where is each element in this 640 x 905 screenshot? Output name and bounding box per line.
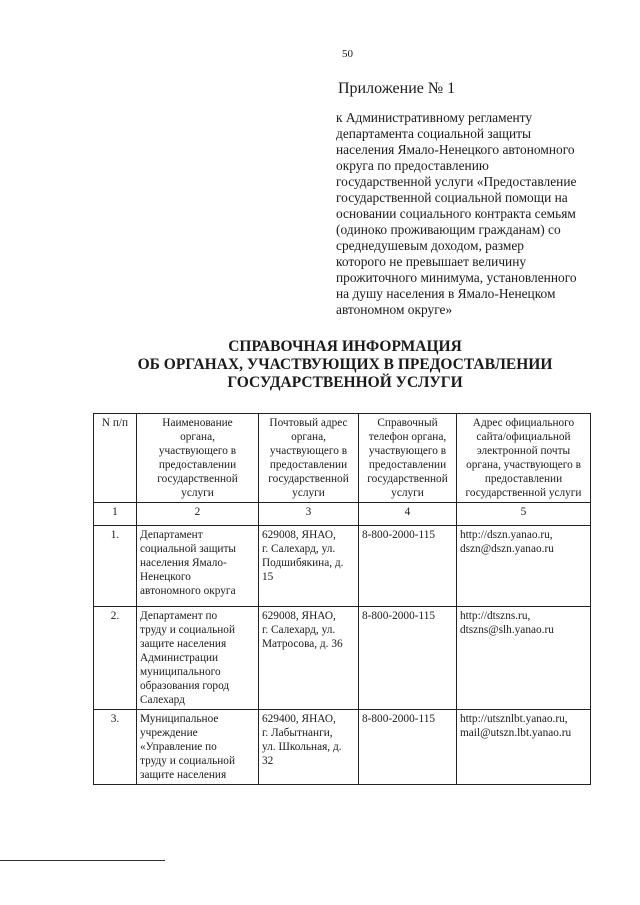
column-number: 5	[457, 503, 591, 526]
header-cell-phone: Справочный телефон органа, участвующего в предоставлении государственной услуги	[359, 414, 457, 503]
org-name: Департамент социальной защиты населения Ямало- Ненецкого автономного округа	[137, 526, 259, 607]
appendix-line: к Административному регламенту	[336, 110, 533, 125]
heading-line: СПРАВОЧНАЯ ИНФОРМАЦИЯ	[228, 338, 462, 355]
heading-line: ГОСУДАРСТВЕННОЙ УСЛУГИ	[227, 374, 463, 391]
org-web	[457, 710, 591, 785]
footnote-divider	[0, 860, 165, 861]
email-link[interactable]: dtszns@slh.yanao.ru	[460, 624, 554, 636]
column-number: 2	[137, 503, 259, 526]
appendix-line: автономном округе»	[336, 302, 453, 317]
appendix-line: на душу населения в Ямало-Ненецком	[336, 286, 556, 301]
appendix-line: среднедушевым доходом, размер	[336, 238, 524, 253]
org-address: 629400, ЯНАО, г. Лабытнанги, ул. Школьная, д. 32	[259, 710, 359, 785]
org-web	[457, 526, 591, 607]
org-name: Департамент по труду и социальной защите населения Администрации муниципального образования город Салехард	[137, 607, 259, 710]
website-link[interactable]: http://utsznlbt.yanao.ru,	[460, 713, 568, 725]
org-address: 629008, ЯНАО, г. Салехард, ул. Подшибякина, д. 15	[259, 526, 359, 607]
website-link[interactable]: http://dtszns.ru,	[460, 610, 531, 622]
header-cell-web: Адрес официального сайта/официальной электронной почты органа, участвующего в предоставлении государственной услуги	[457, 414, 591, 503]
document-heading	[100, 338, 590, 392]
header-cell-num: N п/п	[94, 414, 137, 503]
heading-line: ОБ ОРГАНАХ, УЧАСТВУЮЩИХ В ПРЕДОСТАВЛЕНИИ	[137, 356, 553, 373]
appendix-line: основании социального контракта семьям	[336, 206, 576, 221]
appendix-line: которого не превышает величину	[336, 254, 527, 269]
page-number: 50	[342, 48, 353, 60]
appendix-line: прожиточного минимума, установленного	[336, 270, 577, 285]
table-row	[94, 526, 591, 607]
appendix-line: округа по предоставлению	[336, 158, 489, 173]
table-row	[94, 710, 591, 785]
column-number: 1	[94, 503, 137, 526]
row-number: 2.	[94, 607, 137, 710]
org-phone: 8-800-2000-115	[359, 710, 457, 785]
email-link[interactable]: dszn@dszn.yanao.ru	[460, 543, 554, 555]
column-number: 3	[259, 503, 359, 526]
column-numbers-row	[94, 503, 591, 526]
header-cell-name: Наименование органа, участвующего в предоставлении государственной услуги	[137, 414, 259, 503]
appendix-text	[336, 110, 611, 318]
appendix-line: государственной услуги «Предоставление	[336, 174, 577, 189]
org-phone: 8-800-2000-115	[359, 526, 457, 607]
appendix-line: населения Ямало-Ненецкого автономного	[336, 142, 575, 157]
header-cell-address: Почтовый адрес органа, участвующего в предоставлении государственной услуги	[259, 414, 359, 503]
row-number: 3.	[94, 710, 137, 785]
appendix-line: департамента социальной защиты	[336, 126, 531, 141]
row-number: 1.	[94, 526, 137, 607]
org-name: Муниципальное учреждение «Управление по труду и социальной защите населения	[137, 710, 259, 785]
email-link[interactable]: mail@utszn.lbt.yanao.ru	[460, 727, 572, 739]
column-number: 4	[359, 503, 457, 526]
appendix-line: государственной социальной помощи на	[336, 190, 568, 205]
appendix-title: Приложение № 1	[338, 80, 456, 97]
organizations-table	[93, 413, 591, 785]
org-web	[457, 607, 591, 710]
table-row	[94, 607, 591, 710]
table-header-row	[94, 414, 591, 503]
org-address: 629008, ЯНАО, г. Салехард, ул. Матросова, д. 36	[259, 607, 359, 710]
appendix-line: (одиноко проживающим гражданам) со	[336, 222, 561, 237]
website-link[interactable]: http://dszn.yanao.ru,	[460, 529, 553, 541]
org-phone: 8-800-2000-115	[359, 607, 457, 710]
